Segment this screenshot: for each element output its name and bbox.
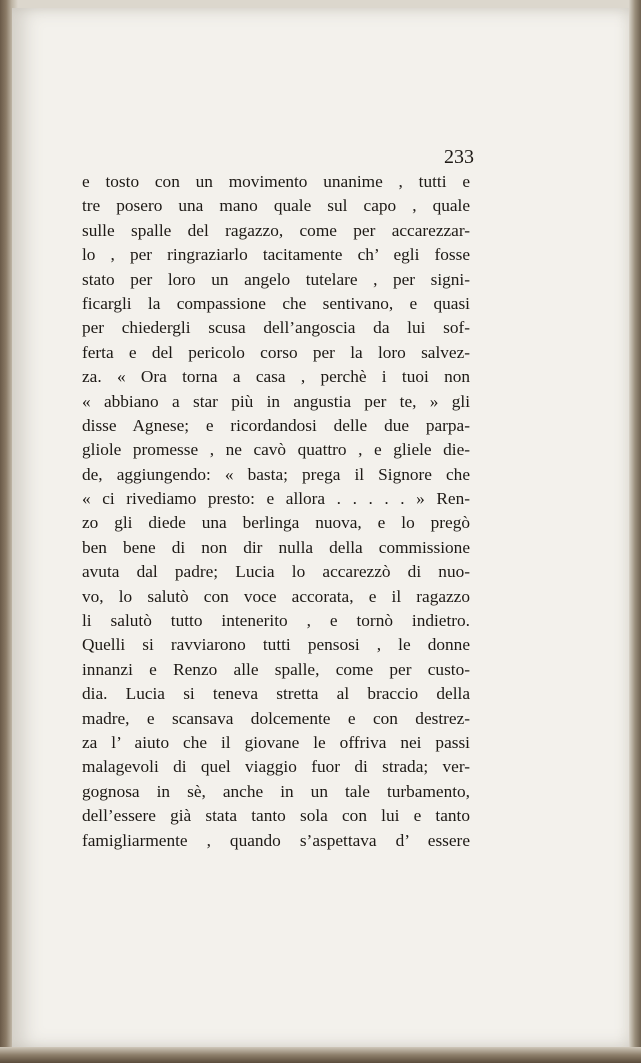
text-line: stato per loro un angelo tutelare , per signi- [82, 269, 470, 289]
text-line: lo , per ringraziarlo tacitamente ch’ egli fosse [82, 245, 470, 265]
text-line: disse Agnese; e ricordandosi delle due parpa- [82, 415, 470, 435]
text-line: « ci rivediamo presto: e allora . . . . . » Ren- [82, 489, 470, 509]
text-line: dell’essere già stata tanto sola con lui e tanto [82, 806, 470, 826]
book-edge-right [629, 0, 641, 1063]
text-line: de, aggiungendo: « basta; prega il Signore che [82, 464, 470, 484]
text-line: gognosa in sè, anche in un tale turbamento, [82, 781, 470, 801]
page-number: 233 [444, 146, 474, 168]
text-line: avuta dal padre; Lucia lo accarezzò di nuo- [82, 562, 470, 582]
text-line: « abbiano a star più in angustia per te, » gli [82, 391, 470, 411]
text-line: per chiedergli scusa dell’angoscia da lui sof- [82, 318, 470, 338]
text-line: ficargli la compassione che sentivano, e quasi [82, 293, 470, 313]
text-line: Quelli si ravviarono tutti pensosi , le donne [82, 635, 470, 655]
body-text [82, 170, 470, 853]
text-line: za l’ aiuto che il giovane le offriva nei passi [82, 732, 470, 752]
text-line: dia. Lucia si teneva stretta al braccio della [82, 684, 470, 704]
text-line: famigliarmente , quando s’aspettava d’ essere [82, 830, 470, 850]
text-line: malagevoli di quel viaggio fuor di strada; ver- [82, 757, 470, 777]
text-line: ferta e del pericolo corso per la loro salvez- [82, 342, 470, 362]
text-line: vo, lo salutò con voce accorata, e il ragazzo [82, 586, 470, 606]
text-line: ben bene di non dir nulla della commissione [82, 537, 470, 557]
text-line: sulle spalle del ragazzo, come per accarezzar- [82, 220, 470, 240]
text-line: innanzi e Renzo alle spalle, come per custo- [82, 659, 470, 679]
text-line: li salutò tutto intenerito , e tornò indietro. [82, 611, 470, 631]
text-line: e tosto con un movimento unanime , tutti e [82, 172, 470, 191]
text-line: za. « Ora torna a casa , perchè i tuoi non [82, 367, 470, 387]
book-edge-bottom [0, 1047, 641, 1063]
text-line: tre posero una mano quale sul capo , quale [82, 196, 470, 216]
text-line: gliole promesse , ne cavò quattro , e gliele die- [82, 440, 470, 460]
text-line: madre, e scansava dolcemente e con destrez- [82, 708, 470, 728]
text-line: zo gli diede una berlinga nuova, e lo pregò [82, 513, 470, 533]
